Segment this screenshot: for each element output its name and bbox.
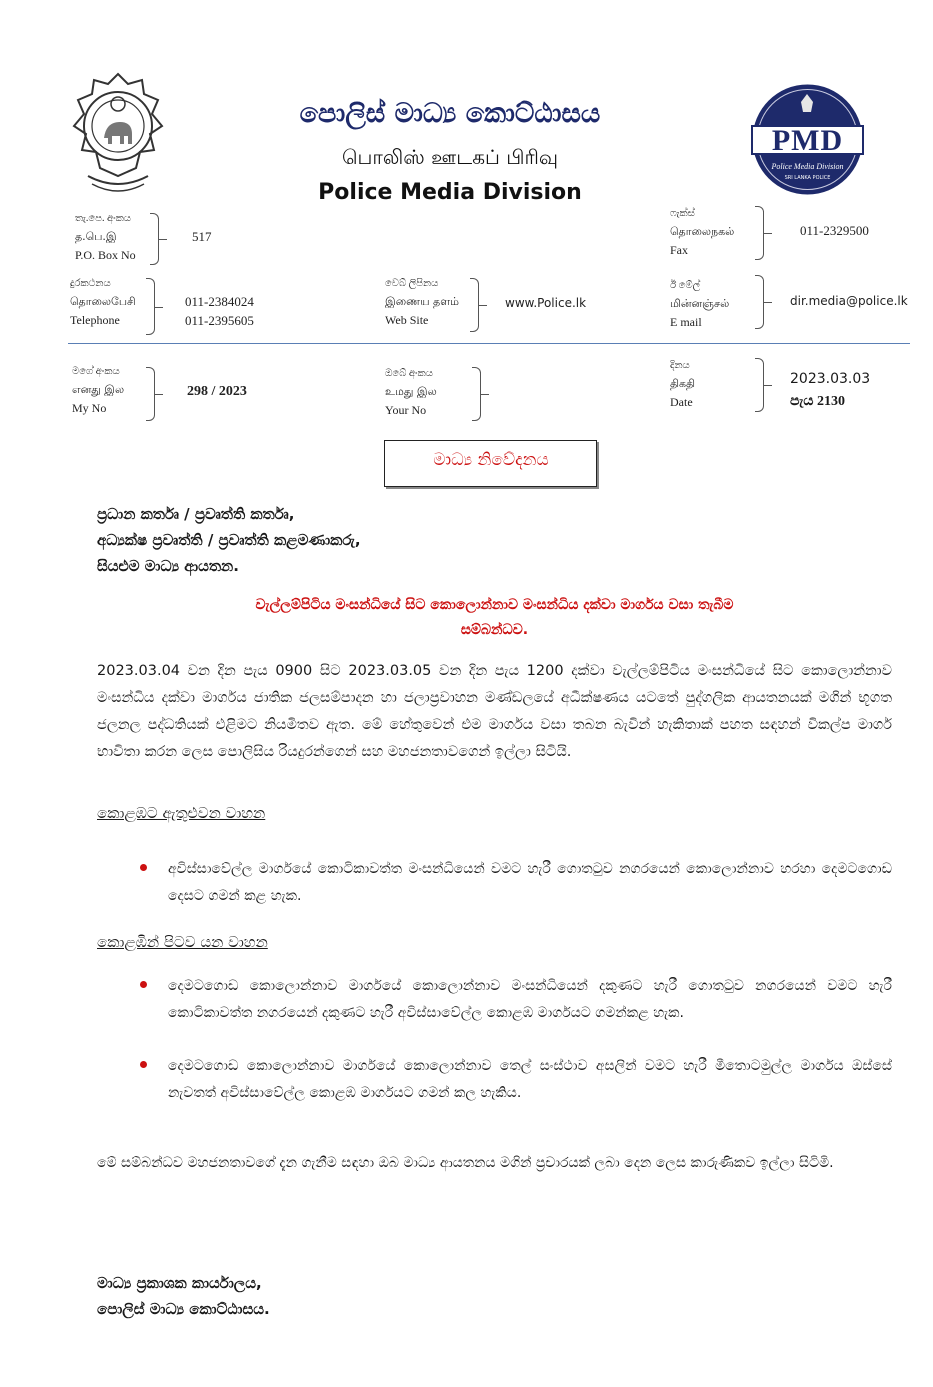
header-title-tamil: பொலிஸ் ஊடகப் பிரிவு	[341, 145, 558, 169]
fax-label: ෆැක්ස් தொலைநகல் Fax	[670, 208, 735, 257]
email-label: ඊ මේල් மின்னஞ்சல் E mail	[670, 280, 730, 329]
header-title-sinhala: පොලිස් මාධ්‍ය කොට්ඨාසය	[299, 98, 601, 129]
addressee-3: සියළුම මාධ්‍ය ආයතන.	[97, 557, 239, 575]
date-time: පැය 2130	[790, 394, 845, 409]
website-brace	[470, 278, 479, 332]
email-brace	[755, 275, 764, 329]
date-value: 2023.03.03	[790, 371, 871, 387]
fax-brace	[755, 206, 764, 260]
signature-line-2: පොලිස් මාධ්‍ය කොට්ඨාසය.	[97, 1300, 270, 1318]
section1-bullet	[140, 864, 147, 871]
addressee-2: අධ්‍යක්ෂ ප්‍රවෘත්ති / ප්‍රවෘත්ති කළමණාකරු,	[97, 531, 361, 549]
header-divider	[68, 343, 910, 344]
fax-value: 011-2329500	[800, 223, 869, 238]
pmd-logo	[750, 82, 865, 197]
your-no-brace	[472, 367, 481, 421]
pmd-logo-country: SRI LANKA POLICE	[784, 175, 831, 181]
my-no-value: 298 / 2023	[187, 384, 247, 399]
section2-bullet-2	[140, 1061, 147, 1068]
section2-bullet-1	[140, 981, 147, 988]
subject-line-1: වැල්ලම්පිටිය මංසන්ධියේ සිට කොලොන්නාව මංසන්ධිය දක්වා මාර්ගය වසා තැබීම	[255, 597, 734, 613]
section2-title: කොළඹින් පිටව යන වාහන	[97, 933, 268, 951]
my-no-label: මගේ අංකය எனது இல My No	[72, 366, 125, 415]
pmd-logo-subtitle: Police Media Division	[771, 162, 844, 171]
po-box-value: 517	[192, 229, 212, 244]
website-value: www.Police.lk	[505, 296, 587, 310]
po-box-label: තැ.පෙ. අංකය த.பெ.இ P.O. Box No	[75, 213, 136, 262]
telephone-value-1: 011-2384024	[185, 294, 254, 309]
addressee-1: ප්‍රධාන කර්තෘ / ප්‍රවෘත්ති කර්තෘ,	[97, 505, 295, 523]
date-brace	[755, 358, 764, 412]
section1-title: කොළඹට ඇතුළුවන වාහන	[97, 804, 266, 822]
subject-line-2: සම්බන්ධව.	[460, 622, 529, 638]
section1-item-1: අවිස්සාවේල්ල මාර්ගයේ කොටිකාවත්ත මංසන්ධියෙන් වමට හැරී ගොතටුව නගරයෙන් කොලොන්නාව හරහා දෙමටගොඩ දෙසට ගමන් කළ හැක.	[168, 861, 892, 904]
pmd-logo-text: PMD	[771, 124, 844, 157]
date-label: දිනය திகதி Date	[670, 360, 696, 409]
body-paragraph: 2023.03.04 වන දින පැය 0900 සිට 2023.03.05 වන දින පැය 1200 දක්වා වැල්ලම්පිටිය මංසන්ධියේ සිට කොලොන්නාව මංසන්ධිය දක්වා මාර්ගය ජාතික ජලසම්පාදන හා ජලාප්‍රවාහන මණ්ඩලයේ අධීක්ෂණය යටතේ පුද්ගලික ආයතනයක් මගින් භූගත ජලනල පද්ධතියක් එළිමට නියමිතව ඇත. මේ හේතුවෙන් එම මාර්ගය වසා තබන බැවින් හැකිතාක් පහත සඳහන් විකල්ප මාර්ග භාවිතා කරන ලෙස පොලිසිය රියදුරන්ගෙන් සහ මහජනතාවගෙන් ඉල්ලා සිටියි.	[97, 663, 892, 760]
telephone-brace	[146, 278, 155, 335]
closing-paragraph: මේ සම්බන්ධව මහජනතාවගේ දැන ගැනීම සඳහා ඔබ මාධ්‍ය ආයතනය මගින් ප්‍රචාරයක් ලබා දෙන ලෙස කාරුණිකව ඉල්ලා සිටිමි.	[97, 1155, 834, 1171]
website-label: වෙබ් ලිපිනය இணைய தளம் Web Site	[385, 278, 459, 327]
email-value: dir.media@police.lk	[790, 294, 908, 308]
section2-item-2: දෙමටගොඩ කොලොන්නාව මාර්ගයේ කොලොන්නාව තෙල් සංස්ථාව අසලින් වමට හැරී මීතොටමුල්ල මාර්ගය ඔස්සේ නැවතත් අවිස්සාවේල්ල කොළඹ මාර්ගයට ගමන් කල හැකිය.	[168, 1058, 892, 1101]
your-no-label: ඔබේ අංකය உமது இல Your No	[385, 368, 437, 417]
document-heading: මාධ්‍ය නිවේදනය	[433, 450, 549, 470]
po-box-brace	[150, 213, 159, 265]
my-no-brace	[146, 367, 155, 421]
telephone-label: දුරකථනය தொலைபேசி Telephone	[70, 278, 136, 327]
signature-line-1: මාධ්‍ය ප්‍රකාශක කාර්යාලය,	[97, 1274, 262, 1292]
telephone-value-2: 011-2395605	[185, 313, 254, 328]
police-crest-logo	[70, 72, 166, 200]
section2-item-1: දෙමටගොඩ කොලොන්නාව මාර්ගයේ කොලොන්නාව මංසන්ධියෙන් දකුණට හැරී ගොතටුව නගරයෙන් වමට හැරී කොටිකාවත්ත නගරයෙන් දකුණට හැරී අවිස්සාවේල්ල කොළඹ මාර්ගයට ගමන්කළ හැක.	[168, 978, 892, 1021]
header-title-english: Police Media Division	[318, 180, 582, 205]
